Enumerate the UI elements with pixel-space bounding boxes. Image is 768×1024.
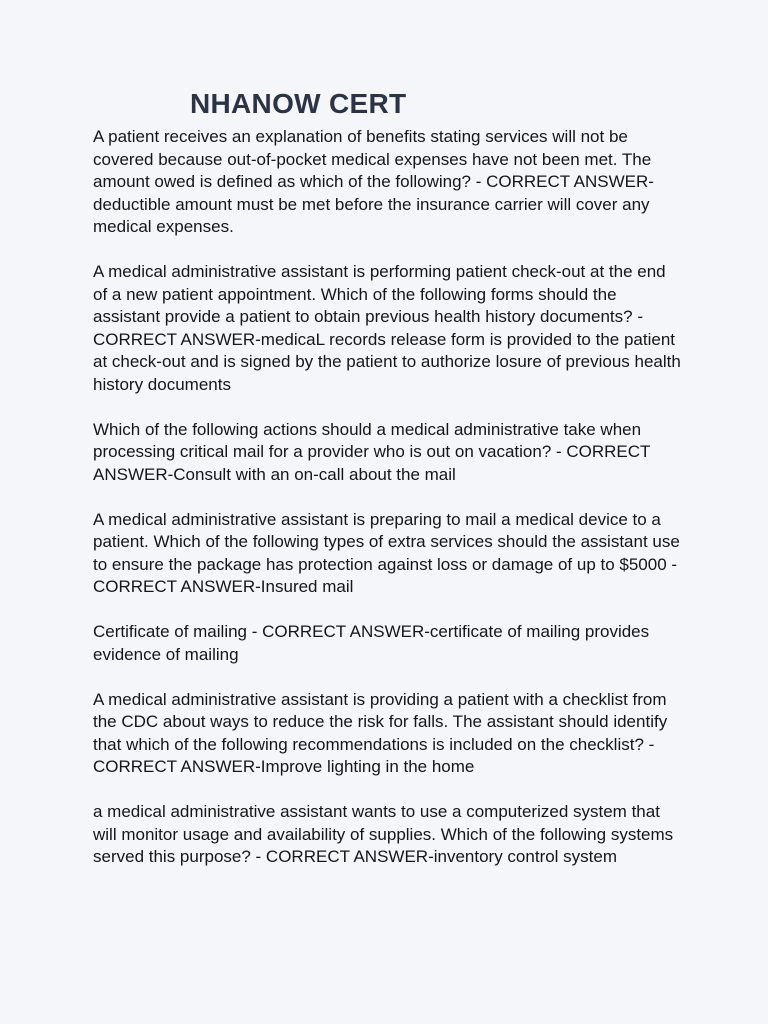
qa-entry-6: A medical administrative assistant is providing a patient with a checklist from the CDC about ways to reduce the risk for falls. The assistant should identify that which of the following recommendations is included on the checklist? - CORRECT ANSWER-Improve lighting in the home bbox=[93, 689, 668, 776]
qa-entry-4: A medical administrative assistant is preparing to mail a medical device to a patient. Which of the following types of extra services should the assistant use to ensure the package has protection against loss or damage of up to $5000 - CORRECT ANSWER-Insured mail bbox=[93, 509, 680, 596]
page-title: NHANOW CERT bbox=[190, 88, 407, 119]
qa-entry-2: A medical administrative assistant is performing patient check-out at the end of a new patient appointment. Which of the following forms should the assistant provide a patient to obtain previous health history documents? - CORRECT ANSWER-medicaL records release form is provided to the patient at check-out and is signed by the patient to authorize losure of previous health history documents bbox=[93, 262, 681, 394]
qa-entry-1: A patient receives an explanation of benefits stating services will not be covered because out-of-pocket medical expenses have not been met. The amount owed is defined as which of the following? - CORRECT ANSWER-deductible amount must be met before the insurance carrier will cover any medical expenses. bbox=[93, 127, 654, 236]
qa-entry-7: a medical administrative assistant wants to use a computerized system that will monitor usage and availability of supplies. Which of the following systems served this purpose? - CORRECT ANSWER-inventory control system bbox=[93, 802, 674, 866]
qa-entry-5: Certificate of mailing - CORRECT ANSWER-certificate of mailing provides evidence of mailing bbox=[93, 622, 650, 664]
qa-entry-3: Which of the following actions should a medical administrative take when processing critical mail for a provider who is out on vacation? - CORRECT ANSWER-Consult with an on-call about the mail bbox=[93, 419, 651, 484]
qa-list bbox=[93, 126, 681, 891]
